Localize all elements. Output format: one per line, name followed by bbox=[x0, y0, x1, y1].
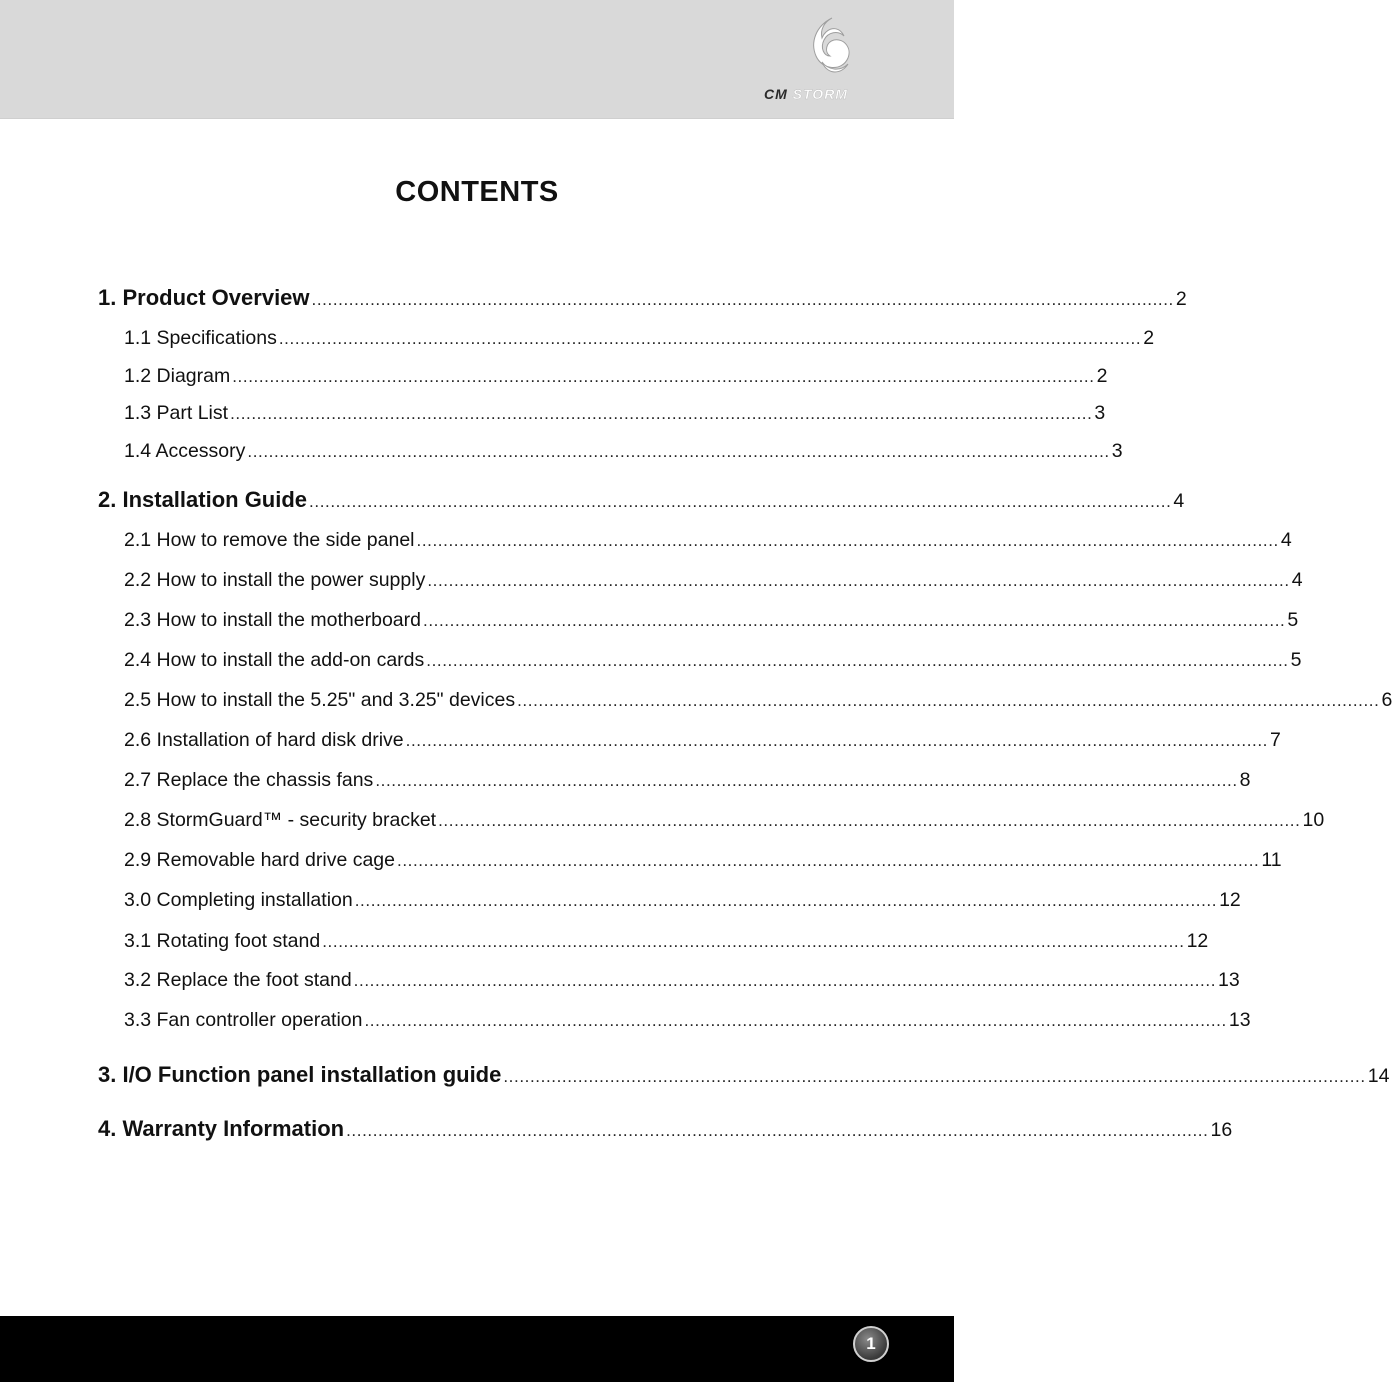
logo-cm-text: CM bbox=[764, 86, 788, 102]
page-footer bbox=[0, 1316, 954, 1382]
dot-leader: .................................................................................................................................................................. bbox=[346, 1121, 1209, 1140]
toc-entry-hard-drive-cage[interactable] bbox=[124, 849, 1282, 872]
toc-entry-page: 12 bbox=[1186, 930, 1209, 952]
dot-leader: .................................................................................................................................................................. bbox=[354, 891, 1218, 910]
toc-entry-diagram[interactable] bbox=[124, 365, 1108, 388]
toc-entry-fan-controller[interactable] bbox=[124, 1009, 1251, 1032]
toc-entry-page: 7 bbox=[1270, 729, 1281, 751]
toc-entry-label: 2. Installation Guide bbox=[98, 487, 308, 512]
toc-entry-installation-guide[interactable] bbox=[98, 487, 1185, 513]
toc-entry-accessory[interactable] bbox=[124, 440, 1123, 463]
toc-entry-label: 2.6 Installation of hard disk drive bbox=[124, 729, 404, 751]
toc-entry-label: 3. I/O Function panel installation guide bbox=[98, 1062, 502, 1087]
dot-leader: .................................................................................................................................................................. bbox=[423, 611, 1286, 630]
toc-entry-page: 4 bbox=[1280, 529, 1292, 551]
toc-entry-label: 3.1 Rotating foot stand bbox=[124, 930, 321, 952]
toc-entry-label: 1.3 Part List bbox=[124, 402, 229, 424]
page-number-badge: 1 bbox=[853, 1326, 889, 1362]
toc-entry-completing-installation[interactable] bbox=[124, 889, 1241, 912]
toc-entry-power-supply[interactable] bbox=[124, 569, 1303, 592]
toc-entry-page: 2 bbox=[1143, 327, 1155, 349]
toc-entry-label: 2.5 How to install the 5.25" and 3.25" devices bbox=[124, 689, 516, 711]
toc-entry-page: 13 bbox=[1218, 969, 1240, 991]
dot-leader: .................................................................................................................................................................. bbox=[353, 971, 1217, 990]
toc-entry-page: 11 bbox=[1261, 849, 1282, 871]
toc-entry-page: 14 bbox=[1367, 1065, 1390, 1087]
toc-entry-motherboard[interactable] bbox=[124, 609, 1299, 632]
toc-entry-part-list[interactable] bbox=[124, 402, 1106, 425]
toc-entry-stormguard[interactable] bbox=[124, 809, 1325, 832]
toc-entry-page: 8 bbox=[1239, 769, 1251, 791]
toc-entry-page: 10 bbox=[1302, 809, 1325, 831]
toc-entry-label: 3.3 Fan controller operation bbox=[124, 1009, 363, 1031]
toc-entry-page: 4 bbox=[1291, 569, 1303, 591]
toc-entry-label: 4. Warranty Information bbox=[98, 1116, 345, 1141]
toc-entry-page: 6 bbox=[1381, 689, 1392, 711]
cm-storm-logo bbox=[764, 16, 890, 106]
toc-entry-specifications[interactable] bbox=[124, 327, 1155, 350]
toc-entry-replace-foot-stand[interactable] bbox=[124, 969, 1240, 992]
dot-leader: .................................................................................................................................................................. bbox=[278, 329, 1142, 348]
toc-entry-label: 3.0 Completing installation bbox=[124, 889, 353, 911]
toc-entry-label: 2.8 StormGuard™ - security bracket bbox=[124, 809, 437, 831]
toc-entry-label: 1. Product Overview bbox=[98, 285, 310, 310]
toc-entry-page: 2 bbox=[1175, 288, 1187, 310]
toc-entry-chassis-fans[interactable] bbox=[124, 769, 1251, 792]
dot-leader: .................................................................................................................................................................. bbox=[438, 811, 1301, 830]
toc-entry-product-overview[interactable] bbox=[98, 285, 1187, 311]
toc-entry-page: 16 bbox=[1210, 1119, 1233, 1141]
dot-leader: .................................................................................................................................................................. bbox=[397, 851, 1260, 870]
toc-entry-page: 5 bbox=[1287, 609, 1299, 631]
toc-entry-page: 13 bbox=[1228, 1009, 1251, 1031]
page-header bbox=[0, 0, 954, 119]
dot-leader: .................................................................................................................................................................. bbox=[322, 932, 1185, 951]
toc-entry-warranty[interactable] bbox=[98, 1116, 1233, 1142]
toc-entry-page: 2 bbox=[1096, 365, 1108, 387]
logo-storm-text: STORM bbox=[792, 86, 848, 102]
toc-entry-label: 1.1 Specifications bbox=[124, 327, 277, 349]
dot-leader: .................................................................................................................................................................. bbox=[416, 531, 1279, 550]
toc-entry-label: 2.3 How to install the motherboard bbox=[124, 609, 421, 631]
toc-entry-page: 12 bbox=[1219, 889, 1241, 911]
toc-entry-label: 2.7 Replace the chassis fans bbox=[124, 769, 374, 791]
dot-leader: .................................................................................................................................................................. bbox=[247, 442, 1110, 461]
toc-entry-label: 2.9 Removable hard drive cage bbox=[124, 849, 395, 871]
toc-entry-remove-side-panel[interactable] bbox=[124, 529, 1292, 552]
toc-entry-add-on-cards[interactable] bbox=[124, 649, 1302, 672]
toc-entry-hard-disk-drive[interactable] bbox=[124, 729, 1281, 752]
storm-swirl-icon bbox=[802, 16, 852, 84]
dot-leader: .................................................................................................................................................................. bbox=[364, 1011, 1227, 1030]
toc-entry-label: 3.2 Replace the foot stand bbox=[124, 969, 352, 991]
toc-entry-label: 2.2 How to install the power supply bbox=[124, 569, 426, 591]
dot-leader: .................................................................................................................................................................. bbox=[311, 290, 1174, 309]
dot-leader: .................................................................................................................................................................. bbox=[517, 691, 1380, 710]
dot-leader: .................................................................................................................................................................. bbox=[309, 492, 1172, 511]
dot-leader: .................................................................................................................................................................. bbox=[232, 367, 1095, 386]
toc-entry-page: 5 bbox=[1290, 649, 1302, 671]
toc-entry-page: 3 bbox=[1094, 402, 1106, 424]
toc-entry-rotating-foot-stand[interactable] bbox=[124, 930, 1209, 953]
toc-entry-label: 1.2 Diagram bbox=[124, 365, 231, 387]
toc-entry-label: 1.4 Accessory bbox=[124, 440, 246, 462]
toc-entry-io-panel[interactable] bbox=[98, 1062, 1390, 1088]
toc-entry-devices[interactable] bbox=[124, 689, 1392, 712]
toc-entry-label: 2.1 How to remove the side panel bbox=[124, 529, 415, 551]
dot-leader: .................................................................................................................................................................. bbox=[405, 731, 1269, 750]
dot-leader: .................................................................................................................................................................. bbox=[375, 771, 1238, 790]
dot-leader: .................................................................................................................................................................. bbox=[427, 571, 1290, 590]
toc-entry-page: 4 bbox=[1173, 490, 1185, 512]
toc-entry-page: 3 bbox=[1111, 440, 1123, 462]
page-title: CONTENTS bbox=[395, 176, 559, 208]
dot-leader: .................................................................................................................................................................. bbox=[503, 1067, 1366, 1086]
toc-entry-label: 2.4 How to install the add-on cards bbox=[124, 649, 425, 671]
dot-leader: .................................................................................................................................................................. bbox=[426, 651, 1289, 670]
dot-leader: .................................................................................................................................................................. bbox=[230, 404, 1093, 423]
